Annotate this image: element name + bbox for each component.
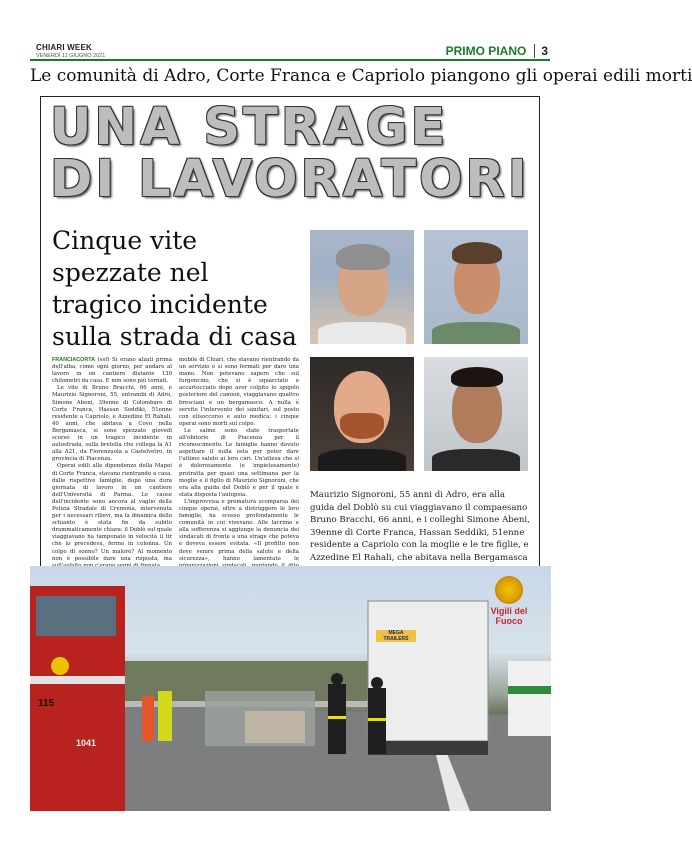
portrait-hair [451, 367, 503, 387]
section-name: PRIMO PIANO [445, 44, 527, 58]
header-rule [30, 59, 550, 61]
masthead [36, 43, 105, 59]
rescuer [142, 696, 154, 741]
portrait-shirt [432, 322, 520, 344]
article-paragraph: Le salme sono state trasportate all'obitorio di Piacenza per il riconoscimento. Le famiglie hanno dovuto aspettare il nulla osta per poter dare l'ultimo saluto ai loro cari. Un'attesa che si è dolorosamente (e impietosamente) protratta per quasi una settimana per la moglie e il figlio di Maurizio Signoroni, che era alla guida del Doblò e per il quale è stata disposta l'autopsia. [179, 427, 299, 498]
ambulance [508, 661, 551, 736]
article-column-1 [52, 357, 172, 598]
firefighter-helmet [371, 677, 383, 689]
firefighter-helmet [331, 673, 343, 685]
portrait-photo-4 [424, 357, 528, 471]
photo-caption: Maurizio Signoroni, 55 anni di Adro, era alla guida del Doblò su cui viaggiavano il compaesano Bruno Bracchi, 66 anni, e i colleghi Simone Abeni, 39enne di Corte Franca, Hassan Seddiki, 51enne residente a Capriolo con la moglie e le tre figlie, e Azzedine El Rahali, che abitava nella Bergamasca [310, 490, 530, 563]
main-title-line-1: UNA STRAGE [50, 98, 449, 157]
section-header [446, 44, 548, 58]
vigili-del-fuoco-text: Vigili del Fuoco [490, 606, 528, 626]
portrait-hair [336, 244, 390, 270]
portrait-shirt [432, 449, 520, 471]
article-paragraph: FRANCIACORTA (ssf) Si erano alzati prima dell'alba, come ogni giorno, per andare al lavoro in un cantiere distante 130 chilometri da casa. E non sono più tornati. [52, 357, 172, 385]
trailer-brand: MEGA TRAILERS [383, 630, 409, 642]
ambulance-stripe [508, 686, 551, 694]
article-paragraph: Operai edili alle dipendenze della Mapei di Corte Franca, stavano rientrando a casa, dalle rispettive famiglie, dopo una dura giornata di lavoro in un cantiere dell'Università di Parma. Le cause dell'incidente sono ancora al vaglio della Polizia Stradale di Cremona, intervenuta per i necessari rilievi, ma la dinamica dello schianto è stata fin da subito drammaticamente chiara: il Doblò sul quale viaggiavano ha tamponato in velocità il tir che lo precedeva, fermo in colonna. Un colpo di sonno? Un malore? Al momento non è possibile dare una risposta, ma [52, 463, 172, 562]
portrait-photo-2 [424, 230, 528, 344]
vigili-del-fuoco-logo [479, 576, 539, 636]
fire-truck-stripe [30, 676, 125, 684]
article-paragraph: Le vite di Bruno Bracchi, 66 anni, e Maurizio Signoroni, 55, entrambi di Adro, Simone Abeni, 39enne di Colombaro di Corte Franca, Hassan Seddiki, 51enne residente a Capriolo, e Azzedine El Rahali, 40 anni, che abitava a Covo nella Bergamasca, si sono spezzate giovedì scorso in un tragico incidente in autostrada, sulla bretella che collega la A1 alla A21, da Fiorenzuola a Castelvetro, in provincia di Piacenza. [52, 385, 172, 463]
scene-illustration [30, 566, 551, 811]
main-title [50, 98, 530, 209]
portrait-shirt [318, 322, 406, 344]
subheadline: Cinque vite spezzate nel tragico incidente sulla strada di casa [52, 226, 297, 351]
main-title-line-2: DI LAVORATORI [50, 150, 530, 209]
blurred-area [245, 711, 305, 743]
firefighter-reflective-stripe [328, 716, 346, 719]
article-kicker: FRANCIACORTA [52, 357, 96, 363]
top-headline: Le comunità di Adro, Corte Franca e Capriolo piangono gli operai edili morti [30, 66, 692, 86]
portrait-photo-1 [310, 230, 414, 344]
portrait-beard [340, 413, 384, 439]
accident-scene-photo [30, 566, 551, 811]
fire-truck-number: 115 [38, 698, 55, 709]
vigili-del-fuoco-emblem [495, 576, 523, 604]
article-paragraph: mobile di Chiari, che stavano rientrando da un servizio e si sono fermati per dare una mano. Non potevano sapere che sul furgoncino, che si è squarciato e accartocciato dopo aver colpito lo spigolo posteriore del camion, viaggiavano quattro bresciani e un bergamasco. A nulla è servito l'intervento dei sanitari, sul posto con elisoccorso e auto medica: i cinque operai sono morti sul colpo. [179, 357, 299, 427]
portrait-shirt [318, 449, 406, 471]
publication-name: CHIARI WEEK [36, 43, 92, 52]
page-number: 3 [534, 44, 548, 58]
issue-date: VENERDÌ 11 GIUGNO 2021 [36, 53, 106, 59]
portrait-hair [452, 242, 502, 264]
fire-truck-emblem [51, 657, 69, 675]
fire-truck-window [36, 596, 116, 636]
firefighter-reflective-stripe [368, 718, 386, 721]
fire-truck-code: 1041 [76, 738, 97, 748]
rescuer [158, 691, 172, 741]
article-paragraph: L'improvvisa e prematura scomparsa dei cinque operai, oltre a distruggere le loro famiglie, ha scosso profondamente le comunità in cui vivevano. Alle lacrime e alla sofferenza si aggiunge la denuncia dei sindacati di fronte a una strage che poteva e doveva essere evitata. «Il profitto non deve venire prima della salute e della sicurezza», hanno lamentato le [179, 498, 299, 562]
portrait-photo-3 [310, 357, 414, 471]
